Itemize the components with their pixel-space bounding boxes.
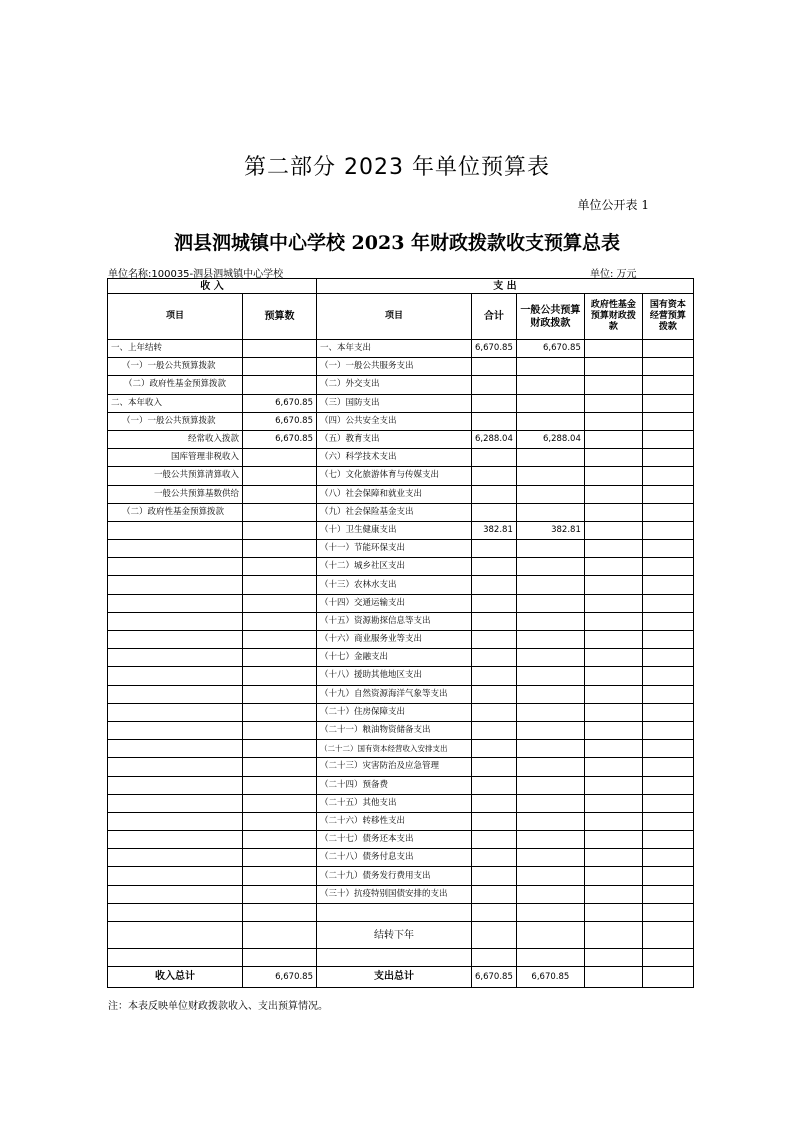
expense-fund-cell: [584, 340, 642, 358]
expense-capital-cell: [642, 794, 693, 812]
expense-total-cell: [472, 721, 517, 739]
income-item-cell: 二、本年收入: [108, 394, 243, 412]
spacer-row: [108, 949, 694, 967]
income-total-amount: 6,670.85: [243, 967, 317, 988]
col-general-budget: 一般公共预算财政拨款: [516, 294, 584, 340]
expense-item-cell: （二十）住房保障支出: [317, 703, 472, 721]
expense-total-general: 6,670.85: [516, 967, 584, 988]
expense-capital-cell: [642, 358, 693, 376]
income-amount-cell: [243, 540, 317, 558]
expense-general-cell: 382.81: [516, 521, 584, 539]
carry-income-item: [108, 922, 243, 949]
income-amount-cell: [243, 758, 317, 776]
expense-general-cell: [516, 849, 584, 867]
expense-fund-cell: [584, 631, 642, 649]
expense-total-cell: [472, 794, 517, 812]
income-amount-cell: [243, 485, 317, 503]
income-item-cell: [108, 849, 243, 867]
expense-capital-cell: [642, 849, 693, 867]
expense-capital-cell: [642, 467, 693, 485]
table-body: [108, 340, 694, 922]
income-amount-cell: [243, 340, 317, 358]
expense-capital-cell: [642, 649, 693, 667]
table-row: [108, 430, 694, 448]
expense-total-cell: [472, 867, 517, 885]
expense-capital-cell: [642, 703, 693, 721]
table-row: [108, 449, 694, 467]
expense-capital-cell: [642, 867, 693, 885]
expense-total-label: 支出总计: [317, 967, 472, 988]
table-row: [108, 576, 694, 594]
income-amount-cell: [243, 703, 317, 721]
expense-capital-cell: [642, 594, 693, 612]
expense-total-cell: [472, 831, 517, 849]
table-row: [108, 721, 694, 739]
expense-general-cell: [516, 794, 584, 812]
income-item-cell: （一）一般公共预算拨款: [108, 412, 243, 430]
expense-general-cell: [516, 831, 584, 849]
income-item-cell: [108, 540, 243, 558]
income-item-cell: （二）政府性基金预算拨款: [108, 503, 243, 521]
expense-total-cell: [472, 394, 517, 412]
col-income-item: 项目: [108, 294, 243, 340]
income-item-cell: 国库管理非税收入: [108, 449, 243, 467]
expense-item-cell: （二十八）债务付息支出: [317, 849, 472, 867]
expense-fund-cell: [584, 721, 642, 739]
table-row: [108, 376, 694, 394]
expense-capital-cell: [642, 449, 693, 467]
expense-total-cell: 6,670.85: [472, 340, 517, 358]
expense-capital-cell: [642, 612, 693, 630]
expense-total-cell: [472, 358, 517, 376]
currency-unit: 单位: 万元: [590, 269, 637, 280]
expense-capital-cell: [642, 576, 693, 594]
expense-fund-cell: [584, 903, 642, 921]
expense-fund-cell: [584, 849, 642, 867]
expense-item-cell: （八）社会保障和就业支出: [317, 485, 472, 503]
expense-section-header: 支 出: [317, 279, 694, 294]
income-item-cell: [108, 812, 243, 830]
expense-item-cell: （三十）抗疫特别国债安排的支出: [317, 885, 472, 903]
income-item-cell: 经常收入拨款: [108, 430, 243, 448]
income-amount-cell: [243, 776, 317, 794]
expense-capital-cell: [642, 430, 693, 448]
expense-fund-cell: [584, 794, 642, 812]
expense-total-cell: [472, 485, 517, 503]
expense-total-cell: 382.81: [472, 521, 517, 539]
expense-capital-cell: [642, 812, 693, 830]
expense-general-cell: [516, 649, 584, 667]
expense-general-cell: 6,288.04: [516, 430, 584, 448]
expense-capital-cell: [642, 831, 693, 849]
expense-fund-cell: [584, 667, 642, 685]
expense-general-cell: [516, 703, 584, 721]
expense-item-cell: （六）科学技术支出: [317, 449, 472, 467]
expense-item-cell: （二）外交支出: [317, 376, 472, 394]
expense-capital-cell: [642, 376, 693, 394]
income-amount-cell: [243, 558, 317, 576]
income-amount-cell: [243, 649, 317, 667]
income-amount-cell: [243, 903, 317, 921]
income-amount-cell: 6,670.85: [243, 412, 317, 430]
expense-total-cell: [472, 576, 517, 594]
table-row: [108, 394, 694, 412]
income-item-cell: [108, 594, 243, 612]
expense-fund-cell: [584, 358, 642, 376]
income-item-cell: [108, 721, 243, 739]
expense-capital-cell: [642, 631, 693, 649]
expense-general-cell: [516, 903, 584, 921]
table-title: 泗县泗城镇中心学校 2023 年财政拨款收支预算总表: [173, 232, 621, 254]
expense-fund-cell: [584, 612, 642, 630]
table-row: [108, 358, 694, 376]
income-item-cell: [108, 685, 243, 703]
table-row: [108, 812, 694, 830]
expense-general-cell: [516, 885, 584, 903]
income-item-cell: [108, 558, 243, 576]
table-row: [108, 758, 694, 776]
expense-item-cell: （五）教育支出: [317, 430, 472, 448]
expense-fund-cell: [584, 467, 642, 485]
table-row: [108, 558, 694, 576]
expense-general-cell: [516, 558, 584, 576]
income-item-cell: [108, 831, 243, 849]
expense-item-cell: （一）一般公共服务支出: [317, 358, 472, 376]
expense-general-cell: 6,670.85: [516, 340, 584, 358]
income-amount-cell: 6,670.85: [243, 394, 317, 412]
expense-total-cell: [472, 703, 517, 721]
expense-item-cell: （二十三）灾害防治及应急管理: [317, 758, 472, 776]
budget-table: [107, 278, 694, 988]
expense-total-cell: [472, 503, 517, 521]
expense-item-cell: （二十四）预备费: [317, 776, 472, 794]
expense-fund-cell: [584, 394, 642, 412]
expense-capital-cell: [642, 340, 693, 358]
table-row: [108, 885, 694, 903]
part-title: 第二部分 2023 年单位预算表: [244, 155, 550, 180]
income-item-cell: [108, 776, 243, 794]
expense-total-cell: [472, 740, 517, 758]
expense-general-cell: [516, 594, 584, 612]
expense-fund-cell: [584, 449, 642, 467]
expense-general-cell: [516, 867, 584, 885]
expense-general-cell: [516, 740, 584, 758]
unit-name: 单位名称:100035-泗县泗城镇中心学校: [108, 269, 284, 280]
expense-total-cell: [472, 376, 517, 394]
expense-general-cell: [516, 358, 584, 376]
income-item-cell: [108, 903, 243, 921]
income-item-cell: [108, 576, 243, 594]
expense-total-cell: [472, 558, 517, 576]
income-amount-cell: [243, 594, 317, 612]
table-row: [108, 740, 694, 758]
income-amount-cell: [243, 612, 317, 630]
expense-item-cell: [317, 903, 472, 921]
expense-item-cell: （十一）节能环保支出: [317, 540, 472, 558]
carry-forward-row: [108, 922, 694, 949]
expense-capital-cell: [642, 776, 693, 794]
expense-total-cell: [472, 631, 517, 649]
expense-total-capital: [642, 967, 693, 988]
table-row: [108, 685, 694, 703]
expense-capital-cell: [642, 540, 693, 558]
expense-general-cell: [516, 758, 584, 776]
income-amount-cell: [243, 885, 317, 903]
income-item-cell: [108, 649, 243, 667]
income-amount-cell: [243, 467, 317, 485]
expense-general-cell: [516, 631, 584, 649]
expense-item-cell: （二十九）债务发行费用支出: [317, 867, 472, 885]
expense-item-cell: （十五）资源勘探信息等支出: [317, 612, 472, 630]
income-amount-cell: [243, 685, 317, 703]
expense-total-cell: [472, 467, 517, 485]
expense-fund-cell: [584, 521, 642, 539]
table-row: [108, 831, 694, 849]
expense-item-cell: （四）公共安全支出: [317, 412, 472, 430]
expense-fund-cell: [584, 867, 642, 885]
income-amount-cell: [243, 740, 317, 758]
expense-total-cell: [472, 812, 517, 830]
income-amount-cell: [243, 812, 317, 830]
expense-capital-cell: [642, 521, 693, 539]
table-row: [108, 521, 694, 539]
income-amount-cell: [243, 867, 317, 885]
income-amount-cell: [243, 521, 317, 539]
expense-fund-cell: [584, 740, 642, 758]
expense-capital-cell: [642, 721, 693, 739]
expense-item-cell: （二十五）其他支出: [317, 794, 472, 812]
expense-capital-cell: [642, 394, 693, 412]
table-row: [108, 776, 694, 794]
expense-general-cell: [516, 467, 584, 485]
table-row: [108, 340, 694, 358]
carry-capital: [642, 922, 693, 949]
table-row: [108, 485, 694, 503]
income-item-cell: [108, 794, 243, 812]
expense-item-cell: 一、本年支出: [317, 340, 472, 358]
expense-capital-cell: [642, 503, 693, 521]
expense-fund-cell: [584, 685, 642, 703]
expense-total-cell: [472, 776, 517, 794]
expense-total-cell: [472, 685, 517, 703]
col-capital-budget: 国有资本经营预算拨款: [642, 294, 693, 340]
expense-item-cell: （二十七）债务还本支出: [317, 831, 472, 849]
expense-fund-cell: [584, 540, 642, 558]
expense-capital-cell: [642, 485, 693, 503]
income-amount-cell: [243, 849, 317, 867]
expense-capital-cell: [642, 903, 693, 921]
table-row: [108, 849, 694, 867]
expense-item-cell: （七）文化旅游体育与传媒支出: [317, 467, 472, 485]
expense-item-cell: （二十一）粮油物资储备支出: [317, 721, 472, 739]
income-item-cell: 一、上年结转: [108, 340, 243, 358]
table-row: [108, 667, 694, 685]
expense-fund-cell: [584, 376, 642, 394]
income-item-cell: [108, 885, 243, 903]
expense-general-cell: [516, 776, 584, 794]
expense-fund-cell: [584, 576, 642, 594]
section-header-row: [108, 279, 694, 294]
footnote: 注：本表反映单位财政拨款收入、支出预算情况。: [108, 1001, 328, 1012]
carry-forward-label: 结转下年: [317, 922, 472, 949]
income-item-cell: [108, 631, 243, 649]
expense-capital-cell: [642, 685, 693, 703]
income-item-cell: （一）一般公共预算拨款: [108, 358, 243, 376]
income-amount-cell: [243, 376, 317, 394]
expense-general-cell: [516, 612, 584, 630]
table-row: [108, 594, 694, 612]
table-row: [108, 703, 694, 721]
expense-total-cell: [472, 849, 517, 867]
expense-total-cell: [472, 412, 517, 430]
expense-fund-cell: [584, 885, 642, 903]
expense-item-cell: （九）社会保险基金支出: [317, 503, 472, 521]
expense-total-fund: [584, 967, 642, 988]
expense-general-cell: [516, 812, 584, 830]
expense-fund-cell: [584, 649, 642, 667]
col-expense-item: 项目: [317, 294, 472, 340]
table-row: [108, 867, 694, 885]
expense-capital-cell: [642, 667, 693, 685]
expense-item-cell: （十九）自然资源海洋气象等支出: [317, 685, 472, 703]
expense-total-cell: [472, 885, 517, 903]
expense-fund-cell: [584, 412, 642, 430]
expense-item-cell: （十七）金融支出: [317, 649, 472, 667]
table-row: [108, 503, 694, 521]
income-item-cell: [108, 521, 243, 539]
carry-income-amount: [243, 922, 317, 949]
income-amount-cell: [243, 449, 317, 467]
income-item-cell: [108, 758, 243, 776]
table-row: [108, 467, 694, 485]
carry-total: [472, 922, 517, 949]
carry-fund: [584, 922, 642, 949]
expense-capital-cell: [642, 740, 693, 758]
expense-item-cell: （十二）城乡社区支出: [317, 558, 472, 576]
income-total-label: 收入总计: [108, 967, 243, 988]
income-item-cell: [108, 667, 243, 685]
expense-general-cell: [516, 449, 584, 467]
expense-general-cell: [516, 685, 584, 703]
expense-fund-cell: [584, 594, 642, 612]
expense-total-cell: [472, 540, 517, 558]
expense-general-cell: [516, 540, 584, 558]
expense-item-cell: （十六）商业服务业等支出: [317, 631, 472, 649]
expense-total-cell: [472, 449, 517, 467]
expense-general-cell: [516, 412, 584, 430]
col-fund-budget: 政府性基金预算财政拨款: [584, 294, 642, 340]
income-amount-cell: 6,670.85: [243, 430, 317, 448]
income-amount-cell: [243, 667, 317, 685]
income-item-cell: [108, 703, 243, 721]
expense-fund-cell: [584, 430, 642, 448]
expense-fund-cell: [584, 758, 642, 776]
expense-total-cell: [472, 594, 517, 612]
income-amount-cell: [243, 358, 317, 376]
table-row: [108, 903, 694, 921]
expense-fund-cell: [584, 485, 642, 503]
expense-item-cell: （二十六）转移性支出: [317, 812, 472, 830]
income-section-header: 收 入: [108, 279, 317, 294]
table-row: [108, 649, 694, 667]
col-income-budget: 预算数: [243, 294, 317, 340]
expense-item-cell: （十）卫生健康支出: [317, 521, 472, 539]
income-amount-cell: [243, 831, 317, 849]
expense-fund-cell: [584, 812, 642, 830]
income-item-cell: [108, 612, 243, 630]
income-amount-cell: [243, 794, 317, 812]
expense-fund-cell: [584, 703, 642, 721]
expense-general-cell: [516, 721, 584, 739]
table-row: [108, 612, 694, 630]
expense-capital-cell: [642, 412, 693, 430]
expense-item-cell: （二十二）国有资本经营收入安排支出: [317, 740, 472, 758]
income-amount-cell: [243, 631, 317, 649]
expense-item-cell: （十三）农林水支出: [317, 576, 472, 594]
expense-total-amount: 6,670.85: [472, 967, 517, 988]
expense-capital-cell: [642, 558, 693, 576]
expense-fund-cell: [584, 558, 642, 576]
expense-total-cell: [472, 667, 517, 685]
column-header-row: [108, 294, 694, 340]
col-total: 合计: [472, 294, 517, 340]
expense-general-cell: [516, 394, 584, 412]
expense-fund-cell: [584, 776, 642, 794]
table-row: [108, 412, 694, 430]
income-amount-cell: [243, 721, 317, 739]
expense-fund-cell: [584, 831, 642, 849]
expense-general-cell: [516, 485, 584, 503]
expense-general-cell: [516, 576, 584, 594]
expense-total-cell: [472, 903, 517, 921]
income-item-cell: （二）政府性基金预算拨款: [108, 376, 243, 394]
expense-item-cell: （三）国防支出: [317, 394, 472, 412]
carry-general: [516, 922, 584, 949]
table-row: [108, 540, 694, 558]
table-row: [108, 794, 694, 812]
income-item-cell: 一般公共预算基数供给: [108, 485, 243, 503]
expense-total-cell: [472, 649, 517, 667]
expense-capital-cell: [642, 758, 693, 776]
expense-total-cell: 6,288.04: [472, 430, 517, 448]
expense-total-cell: [472, 758, 517, 776]
expense-capital-cell: [642, 885, 693, 903]
expense-general-cell: [516, 503, 584, 521]
totals-row: [108, 967, 694, 988]
form-number: 单位公开表 1: [577, 198, 649, 212]
income-amount-cell: [243, 576, 317, 594]
expense-general-cell: [516, 667, 584, 685]
expense-fund-cell: [584, 503, 642, 521]
income-item-cell: [108, 867, 243, 885]
expense-item-cell: （十八）援助其他地区支出: [317, 667, 472, 685]
income-item-cell: [108, 740, 243, 758]
income-item-cell: 一般公共预算清算收入: [108, 467, 243, 485]
expense-general-cell: [516, 376, 584, 394]
table-row: [108, 631, 694, 649]
expense-item-cell: （十四）交通运输支出: [317, 594, 472, 612]
income-amount-cell: [243, 503, 317, 521]
expense-total-cell: [472, 612, 517, 630]
